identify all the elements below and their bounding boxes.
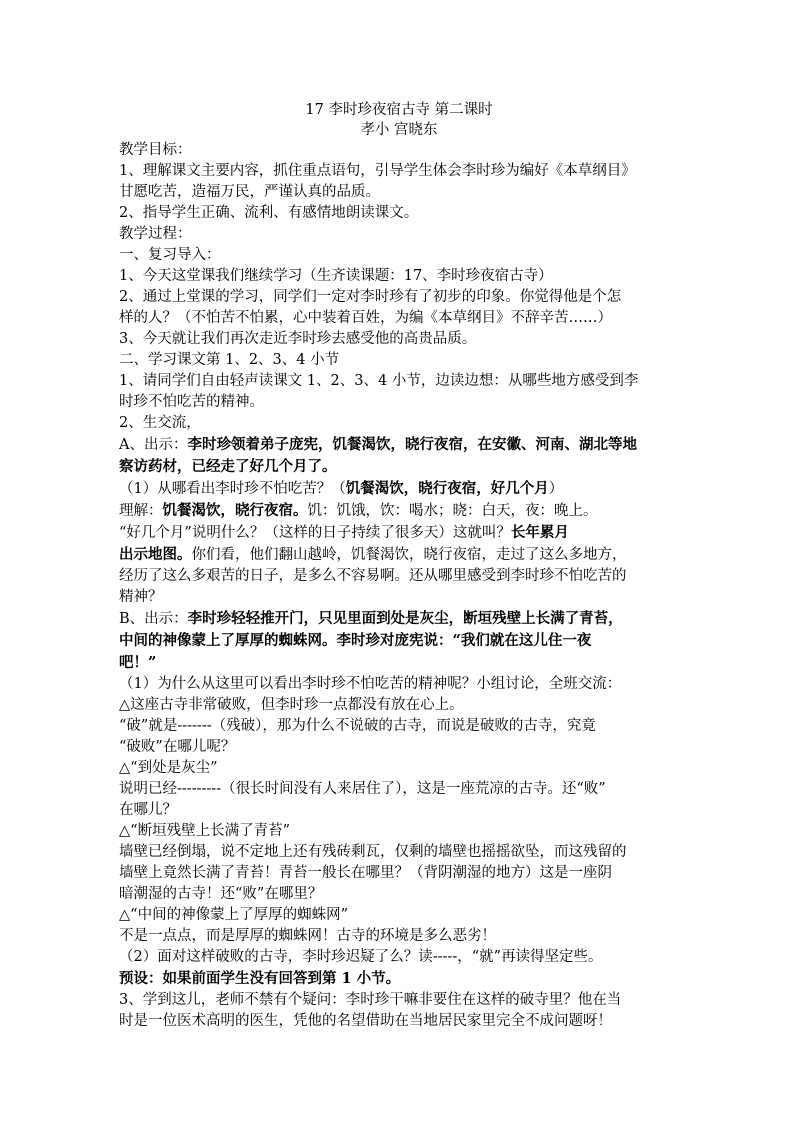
text-line — [119, 926, 679, 947]
bold-text-segment: 饥餐渴饮，晓行夜宿，好几个月 — [345, 480, 549, 497]
text-line — [119, 737, 679, 758]
text-line — [119, 224, 679, 245]
text-line — [119, 350, 679, 371]
text-line — [119, 716, 679, 737]
text-segment: 二、学习课文第 1、2、3、4 小节 — [119, 352, 340, 368]
text-line — [119, 863, 679, 884]
text-segment: 甘愿吃苦，造福万民，严谨认真的品质。 — [119, 184, 380, 200]
text-segment: 样的人？（不怕苦不怕累，心中装着百姓，为编《本草纲目》不辞辛苦……） — [119, 310, 612, 326]
text-line — [119, 779, 679, 800]
text-segment: 1、请同学们自由轻声读课文 1、2、3、4 小节，边读边想：从哪些地方感受到李 — [119, 373, 639, 389]
text-segment: 暗潮湿的古寺！还“败”在哪里？ — [119, 886, 323, 902]
text-line — [119, 456, 679, 478]
bold-text-segment: 李时珍领着弟子庞宪，饥餐渴饮，晓行夜宿，在安徽、河南、湖北等地 — [187, 436, 637, 453]
text-line — [119, 308, 679, 329]
bold-text-segment: 长年累月 — [510, 524, 569, 541]
text-line — [119, 478, 679, 500]
text-segment: 2、生交流， — [119, 415, 201, 431]
text-line — [119, 266, 679, 287]
text-line — [119, 990, 679, 1011]
text-line — [119, 203, 679, 224]
text-segment: 说明已经---------（很长时间没有人来居住了），这是一座荒凉的古寺。还“败” — [119, 781, 606, 797]
text-line — [119, 800, 679, 821]
paragraph-list — [119, 140, 679, 1032]
text-line — [119, 652, 679, 674]
text-line — [119, 630, 679, 652]
text-segment: 时珍不怕吃苦的精神。 — [119, 394, 264, 410]
text-segment: 经历了这么多艰苦的日子，是多么不容易啊。还从哪里感受到李时珍不怕吃苦的 — [119, 568, 627, 584]
text-segment: 教学过程： — [119, 226, 192, 242]
bold-text-segment: 饥餐渴饮，晓行夜宿。 — [162, 502, 308, 519]
text-line — [119, 392, 679, 413]
document-authors: 孝小 宫晓东 — [360, 122, 438, 138]
text-segment: （2）面对这样破败的古寺，李时珍迟疑了么？读-----，“就”再读得坚定些。 — [119, 949, 603, 965]
text-segment: 在哪儿？ — [119, 802, 177, 818]
text-line — [119, 842, 679, 863]
bold-text-segment: 察访药材，已经走了好几个月了。 — [119, 458, 337, 475]
text-line — [119, 968, 679, 990]
bold-text-segment: 出示地图。 — [119, 546, 192, 563]
text-line — [119, 695, 679, 716]
text-segment: 理解： — [119, 503, 163, 519]
text-line — [119, 329, 679, 350]
text-segment: “破”就是-------（残破），那为什么不说破的古寺，而说是破败的古寺，究竟 — [119, 718, 596, 734]
text-segment: 1、理解课文主要内容，抓住重点语句，引导学生体会李时珍为编好《本草纲目》 — [119, 163, 636, 179]
text-line — [119, 544, 679, 566]
text-line — [119, 245, 679, 266]
text-line — [119, 758, 679, 779]
text-segment: 饥：饥饿，饮：喝水；晓：白天，夜：晚上。 — [307, 503, 598, 519]
text-line — [119, 608, 679, 630]
text-segment: （1）为什么从这里可以看出李时珍不怕吃苦的精神呢？小组讨论，全班交流： — [119, 676, 622, 692]
text-segment: 不是一点点，而是厚厚的蜘蛛网！古寺的环境是多么恶劣！ — [119, 928, 496, 944]
text-segment: △“断垣残壁上长满了青苔” — [119, 823, 290, 839]
text-segment: 3、学到这儿，老师不禁有个疑问：李时珍干嘛非要住在这样的破寺里？他在当 — [119, 992, 622, 1008]
text-segment: 时是一位医术高明的医生，凭他的名望借助在当地居民家里完全不成问题呀！ — [119, 1013, 612, 1029]
text-line — [119, 905, 679, 926]
text-line — [119, 140, 679, 161]
text-line — [119, 371, 679, 392]
text-segment: 精神？ — [119, 589, 163, 605]
text-segment: A、出示： — [119, 437, 188, 453]
text-line — [119, 413, 679, 434]
text-line — [119, 821, 679, 842]
bold-text-segment: 李时珍轻轻推开门，只见里面到处是灰尘，断垣残壁上长满了青苔， — [187, 610, 623, 627]
text-segment: B、出示： — [119, 611, 188, 627]
text-line — [119, 161, 679, 182]
text-line — [119, 182, 679, 203]
text-line — [119, 566, 679, 587]
text-segment: 墙壁上竟然长满了青苔！青苔一般长在哪里？（背阴潮湿的地方）这是一座阴 — [119, 865, 612, 881]
text-line — [119, 674, 679, 695]
text-segment: ） — [548, 481, 564, 497]
text-segment: 你们看，他们翻山越岭，饥餐渴饮，晓行夜宿，走过了这么多地方， — [191, 547, 627, 563]
bold-text-segment: 吧！” — [119, 654, 157, 671]
text-segment: 2、指导学生正确、流利、有感情地朗读课文。 — [119, 205, 419, 221]
text-segment: 1、今天这堂课我们继续学习（生齐读课题：17、李时珍夜宿古寺） — [119, 268, 553, 284]
text-line — [119, 1011, 679, 1032]
text-line — [119, 434, 679, 456]
text-segment: 墙壁已经倒塌，说不定地上还有残砖剩瓦，仅剩的墙壁也摇摇欲坠，而这残留的 — [119, 844, 627, 860]
text-segment: 3、今天就让我们再次走近李时珍去感受他的高贵品质。 — [119, 331, 477, 347]
text-segment: 教学目标： — [119, 142, 192, 158]
text-line — [119, 500, 679, 522]
text-segment: “破败”在哪儿呢？ — [119, 739, 236, 755]
text-line — [119, 947, 679, 968]
document-title: 17 李时珍夜宿古寺 第二课时 — [305, 102, 493, 118]
text-segment: △“中间的神像蒙上了厚厚的蜘蛛网” — [119, 907, 348, 923]
text-segment: “好几个月”说明什么？（这样的日子持续了很多天）这就叫？ — [119, 525, 511, 541]
text-line — [119, 884, 679, 905]
text-segment: △这座古寺非常破败，但李时珍一点都没有放在心上。 — [119, 697, 464, 713]
document-body — [119, 100, 679, 1032]
text-line — [119, 522, 679, 544]
bold-text-segment: 中间的神像蒙上了厚厚的蜘蛛网。李时珍对庞宪说：“我们就在这儿住一夜 — [119, 632, 592, 649]
text-line — [119, 587, 679, 608]
text-line — [119, 287, 679, 308]
text-segment: △“到处是灰尘” — [119, 760, 218, 776]
text-segment: （1）从哪看出李时珍不怕吃苦？（ — [119, 481, 346, 497]
text-segment: 一、复习导入： — [119, 247, 221, 263]
bold-text-segment: 预设：如果前面学生没有回答到第 1 小节。 — [119, 970, 401, 987]
text-segment: 2、通过上堂课的学习，同学们一定对李时珍有了初步的印象。你觉得他是个怎 — [119, 289, 622, 305]
